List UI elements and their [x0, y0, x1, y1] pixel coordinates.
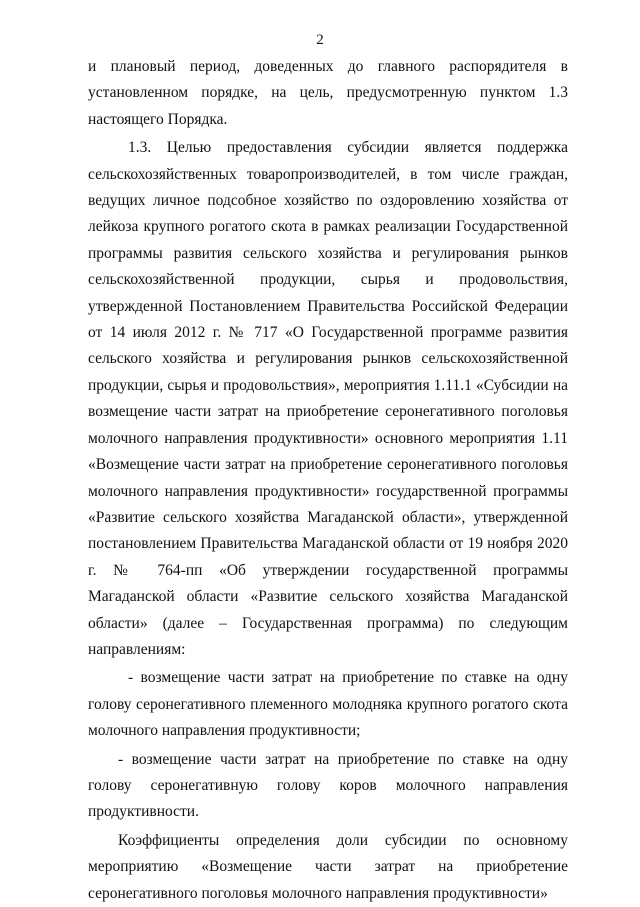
- paragraph-coefficients: Коэффициенты определения доли субсидии по основному мероприятию «Возмещение части затрат на приобретение серонегативного поголовья молочного направления продуктивности»: [88, 831, 568, 902]
- document-body: [88, 54, 568, 907]
- paragraph-direction-cows: - возмещение части затрат на приобретение по ставке на одну голову серонегативную голову коров молочного направления продуктивности.: [88, 750, 568, 821]
- paragraph-1-3-subsidy-purpose: 1.3. Целью предоставления субсидии является поддержка сельскохозяйственных товаропроизводителей, в том числе граждан, ведущих личное подсобное хозяйство по оздоровлению хозяйства от лейкоза крупного рогатого скота в рамках реализации Государственной программы развития сельского хозяйства и регулирования рынков сельскохозяйственной продукции, сырья и продовольствия, утвержденной Постановлением Правительства Российской Федерации от 14 июля 2012 г. № 717 «О Государственной программе развития сельского хозяйства и регулирования рынков сельскохозяйственной продукции, сырья и продовольствия», мероприятия 1.11.1 «Субсидии на возмещение части затрат на приобретение серонегативного поголовья молочного направления продуктивности» основного мероприятия 1.11 «Возмещение части затрат на приобретение серонегативного поголовья молочного направления продуктивности» государственной программы «Развитие сельского хозяйства Магаданской области», утвержденной постановлением Правительства Магаданской области от 19 ноября 2020 г. № 764-пп «Об утверждении государственной программы Магаданской области «Развитие сельского хозяйства Магаданской области» (далее – Государственная программа) по следующим направлениям:: [88, 139, 568, 658]
- paragraph-direction-young-stock: - возмещение части затрат на приобретение по ставке на одну голову серонегативного племенного молодняка крупного рогатого скота молочного направления продуктивности;: [88, 669, 568, 740]
- page-number: 2: [316, 32, 324, 48]
- paragraph-continuation: и плановый период, доведенных до главного распорядителя в установленном порядке, на цель, предусмотренную пунктом 1.3 настоящего Порядка.: [88, 58, 568, 128]
